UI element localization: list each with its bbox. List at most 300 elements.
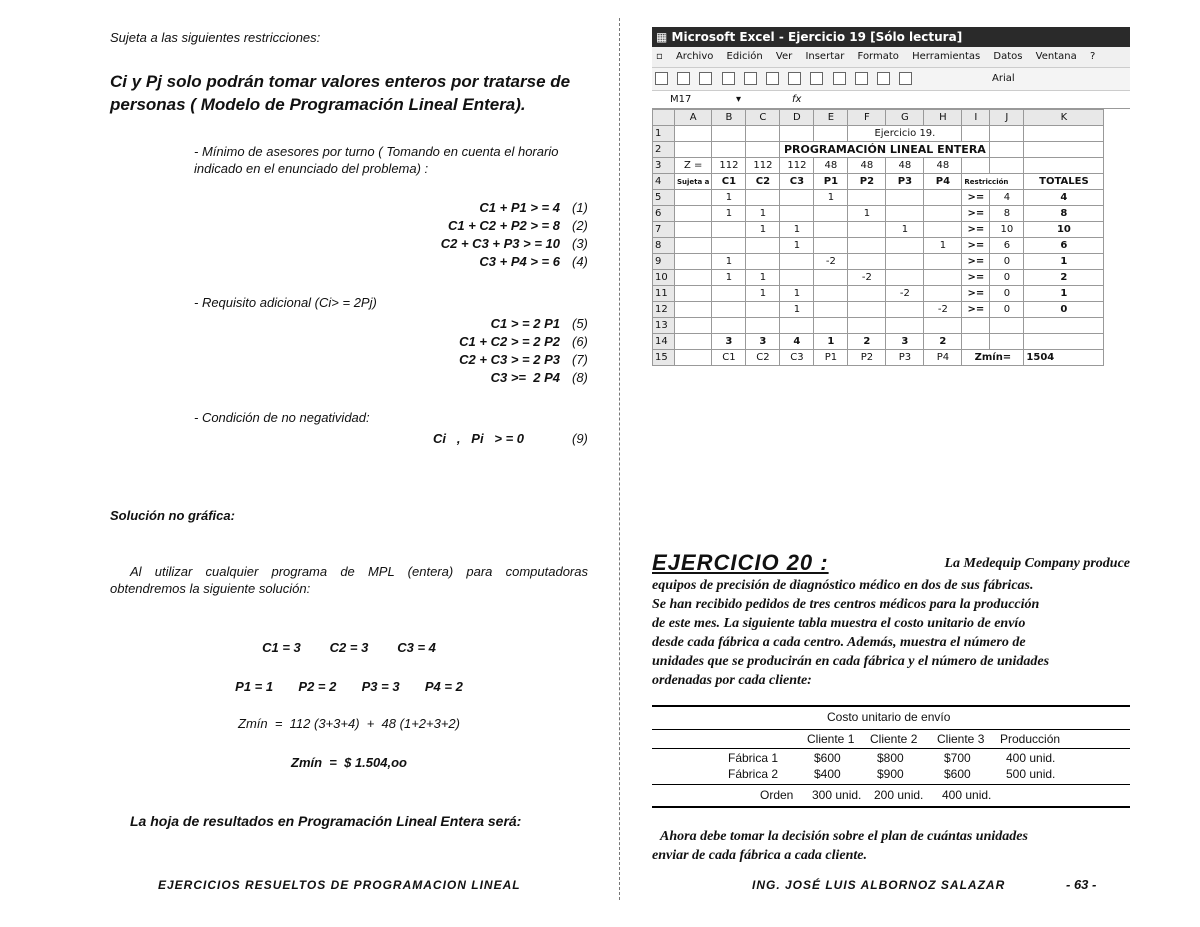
excel-cell[interactable] bbox=[848, 222, 886, 238]
excel-cell[interactable]: 2 bbox=[1024, 270, 1104, 286]
author-footer: ING. JOSÉ LUIS ALBORNOZ SALAZAR bbox=[752, 878, 1006, 892]
excel-cell[interactable]: >= bbox=[962, 286, 990, 302]
ej20-line-0: La Medequip Company produce bbox=[944, 556, 1130, 571]
row-header[interactable]: 10 bbox=[653, 270, 675, 286]
excel-cell[interactable] bbox=[990, 318, 1024, 334]
excel-cell[interactable]: Restricción bbox=[962, 174, 1024, 190]
constraint-number: (2) bbox=[572, 218, 588, 233]
excel-cell[interactable] bbox=[990, 142, 1024, 158]
excel-cell[interactable] bbox=[746, 126, 780, 142]
excel-grid[interactable] bbox=[652, 109, 1104, 366]
excel-cell[interactable] bbox=[675, 190, 712, 206]
excel-cell[interactable]: C2 bbox=[746, 350, 780, 366]
column-header[interactable]: A bbox=[675, 110, 712, 126]
excel-cell[interactable]: P1 bbox=[814, 350, 848, 366]
excel-row bbox=[653, 318, 1104, 334]
results-line: La hoja de resultados en Programación Lineal Entera será: bbox=[130, 813, 522, 829]
excel-cell[interactable]: C1 bbox=[712, 174, 746, 190]
print-icon[interactable] bbox=[744, 72, 757, 85]
column-header[interactable] bbox=[653, 110, 675, 126]
excel-doc-icon[interactable]: ▫ bbox=[656, 51, 663, 62]
excel-cell[interactable] bbox=[675, 286, 712, 302]
excel-cell[interactable] bbox=[780, 190, 814, 206]
excel-cell[interactable]: C3 bbox=[780, 174, 814, 190]
table-rule-caption bbox=[652, 729, 1130, 730]
closing-line-0: Ahora debe tomar la decisión sobre el plan de cuántas unidades bbox=[660, 829, 1028, 844]
excel-cell[interactable]: -2 bbox=[814, 254, 848, 270]
excel-cell[interactable] bbox=[675, 270, 712, 286]
chart-icon[interactable] bbox=[877, 72, 890, 85]
row-header[interactable]: 5 bbox=[653, 190, 675, 206]
ej20-line-5: unidades que se producirán en cada fábrica y el número de unidades bbox=[652, 654, 1050, 669]
page-divider bbox=[619, 18, 620, 900]
excel-cell[interactable] bbox=[780, 206, 814, 222]
excel-cell[interactable] bbox=[886, 254, 924, 270]
excel-cell[interactable]: 0 bbox=[1024, 302, 1104, 318]
excel-cell[interactable]: 0 bbox=[990, 270, 1024, 286]
cell: $600 bbox=[944, 767, 971, 781]
excel-cell[interactable] bbox=[675, 222, 712, 238]
constraint-equation: C1 + C2 > = 2 P2 bbox=[459, 334, 560, 349]
excel-cell[interactable]: 1 bbox=[712, 190, 746, 206]
row-orden-label: Orden bbox=[760, 788, 794, 802]
excel-row bbox=[653, 270, 1104, 286]
excel-cell[interactable] bbox=[712, 302, 746, 318]
excel-cell[interactable]: >= bbox=[962, 238, 990, 254]
excel-cell[interactable] bbox=[1024, 334, 1104, 350]
menu-edicion[interactable]: Edición bbox=[726, 51, 763, 62]
excel-cell[interactable]: 1 bbox=[780, 302, 814, 318]
excel-row bbox=[653, 334, 1104, 350]
excel-cell[interactable]: 112 bbox=[780, 158, 814, 174]
menu-ver[interactable]: Ver bbox=[775, 51, 793, 62]
permission-icon[interactable] bbox=[722, 72, 735, 85]
paste-icon[interactable] bbox=[833, 72, 846, 85]
excel-cell[interactable]: TOTALES bbox=[1024, 174, 1104, 190]
row-header[interactable]: 4 bbox=[653, 174, 675, 190]
name-box[interactable]: M17 bbox=[670, 94, 692, 105]
ej20-line-2: Se han recibido pedidos de tres centros médicos para la producción bbox=[652, 597, 1040, 612]
excel-cell[interactable] bbox=[848, 190, 886, 206]
excel-cell[interactable]: 10 bbox=[990, 222, 1024, 238]
excel-cell[interactable] bbox=[990, 334, 1024, 350]
excel-cell[interactable]: 48 bbox=[924, 158, 962, 174]
row-header[interactable]: 15 bbox=[653, 350, 675, 366]
excel-title-bar bbox=[652, 27, 1130, 47]
excel-cell[interactable] bbox=[712, 238, 746, 254]
row-header[interactable]: 11 bbox=[653, 286, 675, 302]
excel-cell[interactable]: >= bbox=[962, 302, 990, 318]
excel-cell[interactable]: >= bbox=[962, 254, 990, 270]
row-header[interactable]: 14 bbox=[653, 334, 675, 350]
excel-cell[interactable] bbox=[848, 286, 886, 302]
excel-cell[interactable]: P4 bbox=[924, 174, 962, 190]
excel-cell[interactable] bbox=[712, 126, 746, 142]
column-header[interactable]: C bbox=[746, 110, 780, 126]
excel-row bbox=[653, 206, 1104, 222]
excel-cell[interactable] bbox=[814, 318, 848, 334]
constraint-equation: C1 + C2 + P2 > = 8 bbox=[447, 218, 560, 233]
excel-logo-icon: ▦ bbox=[656, 30, 672, 44]
excel-cell[interactable] bbox=[962, 126, 990, 142]
menu-formato[interactable]: Formato bbox=[857, 51, 899, 62]
excel-cell[interactable]: 1 bbox=[712, 254, 746, 270]
excel-cell[interactable]: 2 bbox=[848, 334, 886, 350]
column-header[interactable]: F bbox=[848, 110, 886, 126]
cell: 500 unid. bbox=[1006, 767, 1056, 781]
excel-cell[interactable]: 10 bbox=[1024, 222, 1104, 238]
column-header[interactable]: H bbox=[924, 110, 962, 126]
nonneg-eq: Ci , Pi > = 0 bbox=[433, 431, 525, 446]
excel-cell[interactable] bbox=[1024, 142, 1104, 158]
row-header[interactable]: 8 bbox=[653, 238, 675, 254]
excel-cell[interactable] bbox=[962, 158, 990, 174]
constraint-number: (8) bbox=[572, 370, 588, 385]
excel-cell[interactable] bbox=[712, 222, 746, 238]
excel-cell[interactable]: 1 bbox=[780, 286, 814, 302]
heading-integer-model: Ci y Pj solo podrán tomar valores enteros por tratarse de personas ( Modelo de Programación Lineal Entera). bbox=[110, 72, 571, 114]
column-header[interactable]: I bbox=[962, 110, 990, 126]
excel-row bbox=[653, 126, 1104, 142]
excel-cell[interactable]: PROGRAMACIÓN LINEAL ENTERA bbox=[780, 142, 990, 158]
constraint-number: (7) bbox=[572, 352, 588, 367]
header-cliente-2: Cliente 2 bbox=[870, 732, 918, 746]
excel-cell[interactable]: 1 bbox=[814, 334, 848, 350]
ejercicio-20-title: EJERCICIO 20 : bbox=[652, 550, 829, 575]
excel-cell[interactable]: 4 bbox=[780, 334, 814, 350]
excel-cell[interactable]: >= bbox=[962, 222, 990, 238]
cell: $900 bbox=[877, 767, 904, 781]
nonneg-num: (9) bbox=[572, 431, 588, 446]
constraint-number: (4) bbox=[572, 254, 588, 269]
excel-cell[interactable] bbox=[675, 350, 712, 366]
constraint-equation: C1 > = 2 P1 bbox=[490, 316, 560, 331]
excel-cell[interactable]: C3 bbox=[780, 350, 814, 366]
excel-cell[interactable]: P2 bbox=[848, 174, 886, 190]
solution-heading: Solución no gráfica: bbox=[110, 508, 235, 523]
zmin-formula: Zmín = 112 (3+3+4) + 48 (1+2+3+2) bbox=[238, 716, 460, 731]
excel-cell[interactable]: Zmín= bbox=[962, 350, 1024, 366]
excel-cell[interactable] bbox=[924, 318, 962, 334]
excel-cell[interactable] bbox=[990, 158, 1024, 174]
excel-cell[interactable] bbox=[780, 270, 814, 286]
excel-cell[interactable] bbox=[746, 190, 780, 206]
excel-cell[interactable]: Z = bbox=[675, 158, 712, 174]
excel-row bbox=[653, 158, 1104, 174]
name-box-dropdown-icon[interactable]: ▾ bbox=[736, 94, 742, 105]
constraint-equation: C1 + P1 > = 4 bbox=[479, 200, 560, 215]
constraint-number: (5) bbox=[572, 316, 588, 331]
excel-cell[interactable]: Ejercicio 19. bbox=[848, 126, 962, 142]
excel-row bbox=[653, 286, 1104, 302]
excel-cell[interactable] bbox=[746, 302, 780, 318]
excel-cell[interactable]: 48 bbox=[814, 158, 848, 174]
excel-cell[interactable]: 1 bbox=[780, 222, 814, 238]
excel-cell[interactable]: P3 bbox=[886, 350, 924, 366]
excel-cell[interactable] bbox=[886, 206, 924, 222]
excel-cell[interactable] bbox=[675, 318, 712, 334]
table-rule-orden bbox=[652, 784, 1130, 785]
excel-title: Microsoft Excel - Ejercicio 19 [Sólo lectura] bbox=[671, 30, 963, 44]
excel-cell[interactable] bbox=[1024, 126, 1104, 142]
row-header[interactable]: 3 bbox=[653, 158, 675, 174]
open-icon[interactable] bbox=[677, 72, 690, 85]
help-icon[interactable] bbox=[899, 72, 912, 85]
excel-cell[interactable] bbox=[924, 206, 962, 222]
excel-cell[interactable]: 2 bbox=[924, 334, 962, 350]
excel-cell[interactable]: P3 bbox=[886, 174, 924, 190]
excel-cell[interactable]: 1 bbox=[886, 222, 924, 238]
excel-cell[interactable]: 48 bbox=[848, 158, 886, 174]
intro-text: Sujeta a las siguientes restricciones: bbox=[110, 30, 321, 45]
excel-cell[interactable]: 8 bbox=[990, 206, 1024, 222]
excel-cell[interactable]: 1 bbox=[1024, 254, 1104, 270]
ej20-line-1: equipos de precisión de diagnóstico médico en dos de sus fábricas. bbox=[652, 578, 1034, 593]
excel-cell[interactable] bbox=[990, 126, 1024, 142]
row-header[interactable]: 12 bbox=[653, 302, 675, 318]
excel-cell[interactable] bbox=[780, 254, 814, 270]
excel-cell[interactable] bbox=[675, 126, 712, 142]
excel-menu-bar bbox=[652, 47, 1130, 68]
table-rule-header bbox=[652, 748, 1130, 749]
excel-cell[interactable]: Sujeta a bbox=[675, 174, 712, 190]
constraint-equation: C3 >= 2 P4 bbox=[490, 370, 560, 385]
row-header[interactable]: 13 bbox=[653, 318, 675, 334]
row-header[interactable]: 9 bbox=[653, 254, 675, 270]
header-produccion: Producción bbox=[1000, 732, 1061, 746]
excel-cell[interactable]: 1504 bbox=[1024, 350, 1104, 366]
column-header-row bbox=[653, 110, 1104, 126]
excel-cell[interactable]: 8 bbox=[1024, 206, 1104, 222]
excel-cell[interactable] bbox=[814, 126, 848, 142]
excel-row bbox=[653, 142, 1104, 158]
excel-cell[interactable]: 3 bbox=[712, 334, 746, 350]
excel-cell[interactable]: 1 bbox=[814, 190, 848, 206]
excel-cell[interactable] bbox=[780, 126, 814, 142]
excel-cell[interactable]: -2 bbox=[924, 302, 962, 318]
excel-cell[interactable]: 1 bbox=[712, 270, 746, 286]
excel-cell[interactable] bbox=[962, 334, 990, 350]
excel-cell[interactable] bbox=[848, 254, 886, 270]
excel-cell[interactable]: 1 bbox=[848, 206, 886, 222]
menu-ventana[interactable]: Ventana bbox=[1035, 51, 1077, 62]
excel-row bbox=[653, 350, 1104, 366]
nonneg-text: - Condición de no negatividad: bbox=[194, 410, 370, 425]
excel-cell[interactable]: 1 bbox=[924, 238, 962, 254]
excel-cell[interactable]: 112 bbox=[712, 158, 746, 174]
excel-cell[interactable] bbox=[780, 318, 814, 334]
excel-cell[interactable] bbox=[675, 334, 712, 350]
excel-cell[interactable]: >= bbox=[962, 206, 990, 222]
excel-cell[interactable] bbox=[1024, 158, 1104, 174]
closing-line-1: enviar de cada fábrica a cada cliente. bbox=[652, 848, 868, 863]
excel-cell[interactable] bbox=[924, 286, 962, 302]
excel-cell[interactable]: 1 bbox=[780, 238, 814, 254]
left-footer: EJERCICIOS RESUELTOS DE PROGRAMACION LINEAL bbox=[158, 878, 521, 892]
excel-cell[interactable] bbox=[886, 318, 924, 334]
excel-cell[interactable] bbox=[712, 318, 746, 334]
menu-datos[interactable]: Datos bbox=[993, 51, 1023, 62]
header-cliente-3: Cliente 3 bbox=[937, 732, 985, 746]
excel-cell[interactable] bbox=[848, 302, 886, 318]
menu-archivo[interactable]: Archivo bbox=[675, 51, 714, 62]
solution-c-values: C1 = 3 C2 = 3 C3 = 4 bbox=[262, 640, 436, 655]
cell: $400 bbox=[814, 767, 841, 781]
constraint-equation: C3 + P4 > = 6 bbox=[479, 254, 560, 269]
excel-cell[interactable]: C1 bbox=[712, 350, 746, 366]
excel-toolbar bbox=[652, 68, 1130, 91]
ej20-line-6: ordenadas por cada cliente: bbox=[652, 673, 812, 688]
excel-cell[interactable] bbox=[924, 270, 962, 286]
excel-row bbox=[653, 302, 1104, 318]
column-header[interactable]: B bbox=[712, 110, 746, 126]
constraint-number: (6) bbox=[572, 334, 588, 349]
excel-cell[interactable]: -2 bbox=[886, 286, 924, 302]
excel-cell[interactable]: 4 bbox=[990, 190, 1024, 206]
column-header[interactable]: E bbox=[814, 110, 848, 126]
zmin-value: Zmín = $ 1.504,oo bbox=[291, 755, 407, 770]
excel-cell[interactable] bbox=[712, 286, 746, 302]
excel-cell[interactable]: 1 bbox=[746, 270, 780, 286]
cell: $600 bbox=[814, 751, 841, 765]
excel-cell[interactable]: C2 bbox=[746, 174, 780, 190]
excel-cell[interactable] bbox=[675, 142, 712, 158]
table-caption: Costo unitario de envío bbox=[827, 710, 951, 724]
excel-cell[interactable]: 3 bbox=[886, 334, 924, 350]
constraint-number: (1) bbox=[572, 200, 588, 215]
excel-cell[interactable]: P1 bbox=[814, 174, 848, 190]
fx-icon[interactable]: fx bbox=[792, 94, 802, 105]
excel-cell[interactable] bbox=[886, 270, 924, 286]
menu-ayuda[interactable]: ? bbox=[1089, 51, 1096, 62]
column-header[interactable]: D bbox=[780, 110, 814, 126]
min-text: - Mínimo de asesores por turno ( Tomando en cuenta el horario indicado en el enunciado del problema) : bbox=[194, 144, 559, 176]
excel-cell[interactable] bbox=[848, 318, 886, 334]
copy-icon[interactable] bbox=[810, 72, 823, 85]
excel-cell[interactable]: 1 bbox=[746, 222, 780, 238]
undo-icon[interactable] bbox=[855, 72, 868, 85]
excel-cell[interactable] bbox=[886, 238, 924, 254]
row-header[interactable]: 7 bbox=[653, 222, 675, 238]
row-header[interactable]: 2 bbox=[653, 142, 675, 158]
row-header[interactable]: 1 bbox=[653, 126, 675, 142]
constraint-equation: C2 + C3 > = 2 P3 bbox=[459, 352, 560, 367]
excel-row bbox=[653, 174, 1104, 190]
column-header[interactable]: G bbox=[886, 110, 924, 126]
cell: 200 unid. bbox=[874, 788, 924, 802]
excel-cell[interactable]: 0 bbox=[990, 254, 1024, 270]
formula-bar bbox=[652, 91, 1130, 109]
constraint-equation: C2 + C3 + P3 > = 10 bbox=[440, 236, 560, 251]
excel-cell[interactable]: 6 bbox=[1024, 238, 1104, 254]
excel-cell[interactable] bbox=[746, 318, 780, 334]
cell: 300 unid. bbox=[812, 788, 862, 802]
excel-cell[interactable] bbox=[814, 270, 848, 286]
excel-cell[interactable]: 0 bbox=[990, 302, 1024, 318]
row-header[interactable]: 6 bbox=[653, 206, 675, 222]
excel-cell[interactable] bbox=[746, 142, 780, 158]
excel-cell[interactable] bbox=[848, 238, 886, 254]
excel-cell[interactable]: >= bbox=[962, 190, 990, 206]
excel-cell[interactable]: >= bbox=[962, 270, 990, 286]
cell: $800 bbox=[877, 751, 904, 765]
excel-row bbox=[653, 238, 1104, 254]
excel-cell[interactable] bbox=[1024, 318, 1104, 334]
excel-cell[interactable] bbox=[886, 190, 924, 206]
excel-cell[interactable] bbox=[675, 302, 712, 318]
excel-row bbox=[653, 222, 1104, 238]
font-name-box[interactable]: Arial bbox=[992, 73, 1015, 84]
menu-insertar[interactable]: Insertar bbox=[805, 51, 845, 62]
excel-cell[interactable] bbox=[675, 206, 712, 222]
page-number: - 63 - bbox=[1066, 877, 1097, 892]
excel-window bbox=[652, 27, 1130, 429]
excel-cell[interactable] bbox=[746, 254, 780, 270]
row-fabrica-2-label: Fábrica 2 bbox=[728, 767, 779, 781]
excel-cell[interactable]: 1 bbox=[746, 206, 780, 222]
ej20-line-3: de este mes. La siguiente tabla muestra el costo unitario de envío bbox=[652, 616, 1026, 631]
cell: 400 unid. bbox=[942, 788, 992, 802]
new-icon[interactable] bbox=[655, 72, 668, 85]
excel-cell[interactable] bbox=[675, 254, 712, 270]
ej20-line-4: desde cada fábrica a cada centro. Además, muestra el número de bbox=[652, 635, 1026, 650]
excel-cell[interactable]: 1 bbox=[746, 286, 780, 302]
spelling-icon[interactable] bbox=[788, 72, 801, 85]
cell: 400 unid. bbox=[1006, 751, 1056, 765]
excel-cell[interactable] bbox=[924, 254, 962, 270]
excel-cell[interactable]: 112 bbox=[746, 158, 780, 174]
excel-cell[interactable]: 6 bbox=[990, 238, 1024, 254]
table-rule-bottom bbox=[652, 806, 1130, 808]
excel-cell[interactable]: 1 bbox=[712, 206, 746, 222]
excel-cell[interactable] bbox=[814, 206, 848, 222]
excel-cell[interactable] bbox=[814, 238, 848, 254]
req-text: - Requisito adicional (Ci> = 2Pj) bbox=[194, 295, 377, 310]
menu-herramientas[interactable]: Herramientas bbox=[912, 51, 981, 62]
header-cliente-1: Cliente 1 bbox=[807, 732, 855, 746]
excel-cell[interactable] bbox=[814, 222, 848, 238]
excel-cell[interactable]: 48 bbox=[886, 158, 924, 174]
row-fabrica-1-label: Fábrica 1 bbox=[728, 751, 779, 765]
excel-cell[interactable] bbox=[886, 302, 924, 318]
excel-row bbox=[653, 254, 1104, 270]
cell: $700 bbox=[944, 751, 971, 765]
column-header[interactable]: K bbox=[1024, 110, 1104, 126]
excel-cell[interactable] bbox=[712, 142, 746, 158]
excel-cell[interactable] bbox=[675, 238, 712, 254]
solution-text: Al utilizar cualquier programa de MPL (entera) para computadoras obtendremos la siguiente solución: bbox=[110, 564, 588, 596]
column-header[interactable]: J bbox=[990, 110, 1024, 126]
save-icon[interactable] bbox=[699, 72, 712, 85]
excel-cell[interactable] bbox=[814, 302, 848, 318]
excel-cell[interactable]: P2 bbox=[848, 350, 886, 366]
excel-cell[interactable]: -2 bbox=[848, 270, 886, 286]
excel-cell[interactable] bbox=[924, 222, 962, 238]
excel-row bbox=[653, 190, 1104, 206]
excel-cell[interactable]: 1 bbox=[1024, 286, 1104, 302]
excel-cell[interactable] bbox=[924, 190, 962, 206]
excel-cell[interactable]: 0 bbox=[990, 286, 1024, 302]
table-rule-top bbox=[652, 705, 1130, 707]
excel-cell[interactable] bbox=[746, 238, 780, 254]
excel-cell[interactable]: 4 bbox=[1024, 190, 1104, 206]
excel-cell[interactable] bbox=[962, 318, 990, 334]
solution-p-values: P1 = 1 P2 = 2 P3 = 3 P4 = 2 bbox=[235, 679, 463, 694]
preview-icon[interactable] bbox=[766, 72, 779, 85]
excel-cell[interactable]: P4 bbox=[924, 350, 962, 366]
excel-cell[interactable]: 3 bbox=[746, 334, 780, 350]
excel-cell[interactable] bbox=[814, 286, 848, 302]
